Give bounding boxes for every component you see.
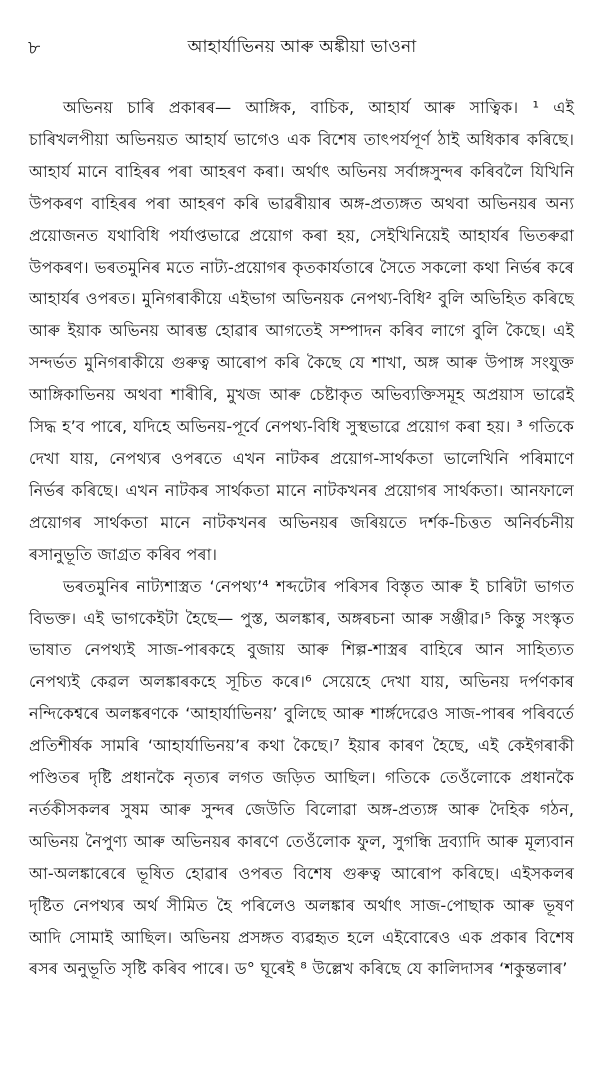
page-header <box>28 34 576 64</box>
paragraph: অভিনয় চাৰি প্ৰকাৰৰ— আঙ্গিক, বাচিক, আহাৰ্য আৰু সাত্বিক। ¹ এই চাৰিখলপীয়া অভিনয়ত আহাৰ্য ভাগেও এক বিশেষ তাৎপৰ্যপূৰ্ণ ঠাই অধিকাৰ কৰিছে। আহাৰ্য মানে বাহিৰৰ পৰা আহৰণ কৰা। অৰ্থাৎ অভিনয় সৰ্বাঙ্গসুন্দৰ কৰিবলৈ যিখিনি উপকৰণ বাহিৰৰ পৰা আহৰণ কৰি ভাৱৰীয়াৰ অঙ্গ-প্ৰত্যঙ্গত অথবা অভিনয়ৰ অন্য প্ৰয়োজনত যথাবিধি পৰ্যাপ্তভাৱে প্ৰয়োগ কৰা হয়, সেইখিনিয়েই আহাৰ্যৰ ভিতৰুৱা উপকৰণ। ভৰতমুনিৰ মতে নাট্য-প্ৰয়োগৰ কৃতকাৰ্যতাৰে সৈতে সকলো কথা নিৰ্ভৰ কৰে আহাৰ্যৰ ওপৰত। মুনিগৰাকীয়ে এইভাগ অভিনয়ক নেপথ্য-বিধি² বুলি অভিহিত কৰিছে আৰু ইয়াক অভিনয় আৰম্ভ হোৱাৰ আগতেই সম্পাদন কৰিব লাগে বুলি কৈছে। এই সন্দৰ্ভত মুনিগৰাকীয়ে গুৰুত্ব আৰোপ কৰি কৈছে যে শাখা, অঙ্গ আৰু উপাঙ্গ সংযুক্ত আঙ্গিকাভিনয় অথবা শাৰীৰি, মুখজ আৰু চেষ্টাকৃত অভিব্যক্তিসমূহ অপ্ৰয়াস ভাৱেই সিদ্ধ হ’ব পাৰে, যদিহে অভিনয়-পূৰ্বে নেপথ্য-বিধি সুস্থভাৱে প্ৰয়োগ কৰা হয়। ³ গতিকে দেখা যায়, নেপথ্যৰ ওপৰতে এখন নাটকৰ প্ৰয়োগ-সাৰ্থকতা ভালেখিনি পৰিমাণে নিৰ্ভৰ কৰিছে। এখন নাটকৰ সাৰ্থকতা মানে নাটকখনৰ প্ৰয়োগৰ সাৰ্থকতা। আনফালে প্ৰয়োগৰ সাৰ্থকতা মানে নাটকখনৰ অভিনয়ৰ জৰিয়তে দৰ্শক-চিত্তত অনিৰ্বচনীয় ৰসানুভূতি জাগ্ৰত কৰিব পৰা। <box>29 98 574 564</box>
running-title: আহাৰ্যাভিনয় আৰু অঙ্কীয়া ভাওনা <box>187 37 417 57</box>
page-number: ৮ <box>28 37 41 59</box>
paragraph: ভৰতমুনিৰ নাট্যশাস্ত্ৰত ‘নেপথ্য’⁴ শব্দটোৰ পৰিসৰ বিস্তৃত আৰু ই চাৰিটা ভাগত বিভক্ত। এই ভাগকেইটা হৈছে— পুস্ত, অলঙ্কাৰ, অঙ্গৰচনা আৰু সঞ্জীৱ।⁵ কিন্তু সংস্কৃত ভাষাত নেপথ্যই সাজ-পাৰকহে বুজায় আৰু শিল্প-শাস্ত্ৰৰ বাহিৰে আন সাহিত্যত নেপথ্যই কেৱল অলঙ্কাৰকহে সূচিত কৰে।⁶ সেয়েহে দেখা যায়, অভিনয় দৰ্পণকাৰ নন্দিকেশ্বৰে অলঙ্কৰণকে ‘আহাৰ্যাভিনয়’ বুলিছে আৰু শাৰ্ঙ্গদেৱেও সাজ-পাৰৰ পৰিবৰ্তে প্ৰতিশীৰ্ষক সামৰি ‘আহাৰ্যাভিনয়’ৰ কথা কৈছে।⁷ ইয়াৰ কাৰণ হৈছে, এই কেইগৰাকী পণ্ডিতৰ দৃষ্টি প্ৰধানকৈ নৃত্যৰ লগত জড়িত আছিল। গতিকে তেওঁলোকে প্ৰধানকৈ নৰ্তকীসকলৰ সুষম আৰু সুন্দৰ জেউতি বিলোৱা অঙ্গ-প্ৰত্যঙ্গ আৰু দৈহিক গঠন, অভিনয় নৈপুণ্য আৰু অভিনয়ৰ কাৰণে তেওঁলোক ফুল, সুগন্ধি দ্ৰব্যাদি আৰু মূল্যবান আ-অলঙ্কাৰেৰে ভূষিত হোৱাৰ ওপৰত বিশেষ গুৰুত্ব আৰোপ কৰিছে। এইসকলৰ দৃষ্টিত নেপথ্যৰ অৰ্থ সীমিত হৈ পৰিলেও অলঙ্কাৰ অৰ্থাৎ সাজ-পোছাক আৰু ভূষণ আদি সোমাই আছিল। অভিনয় প্ৰসঙ্গত ব্যৱহৃত হলে এইবোৰেও এক প্ৰকাৰ বিশেষ ৰসৰ অনুভূতি সৃষ্টি কৰিব পাৰে। ড° ঘূৰেই ⁸ উল্লেখ কৰিছে যে কালিদাসৰ ‘শকুন্তলাৰ’ <box>29 576 574 979</box>
body-text <box>29 92 574 985</box>
